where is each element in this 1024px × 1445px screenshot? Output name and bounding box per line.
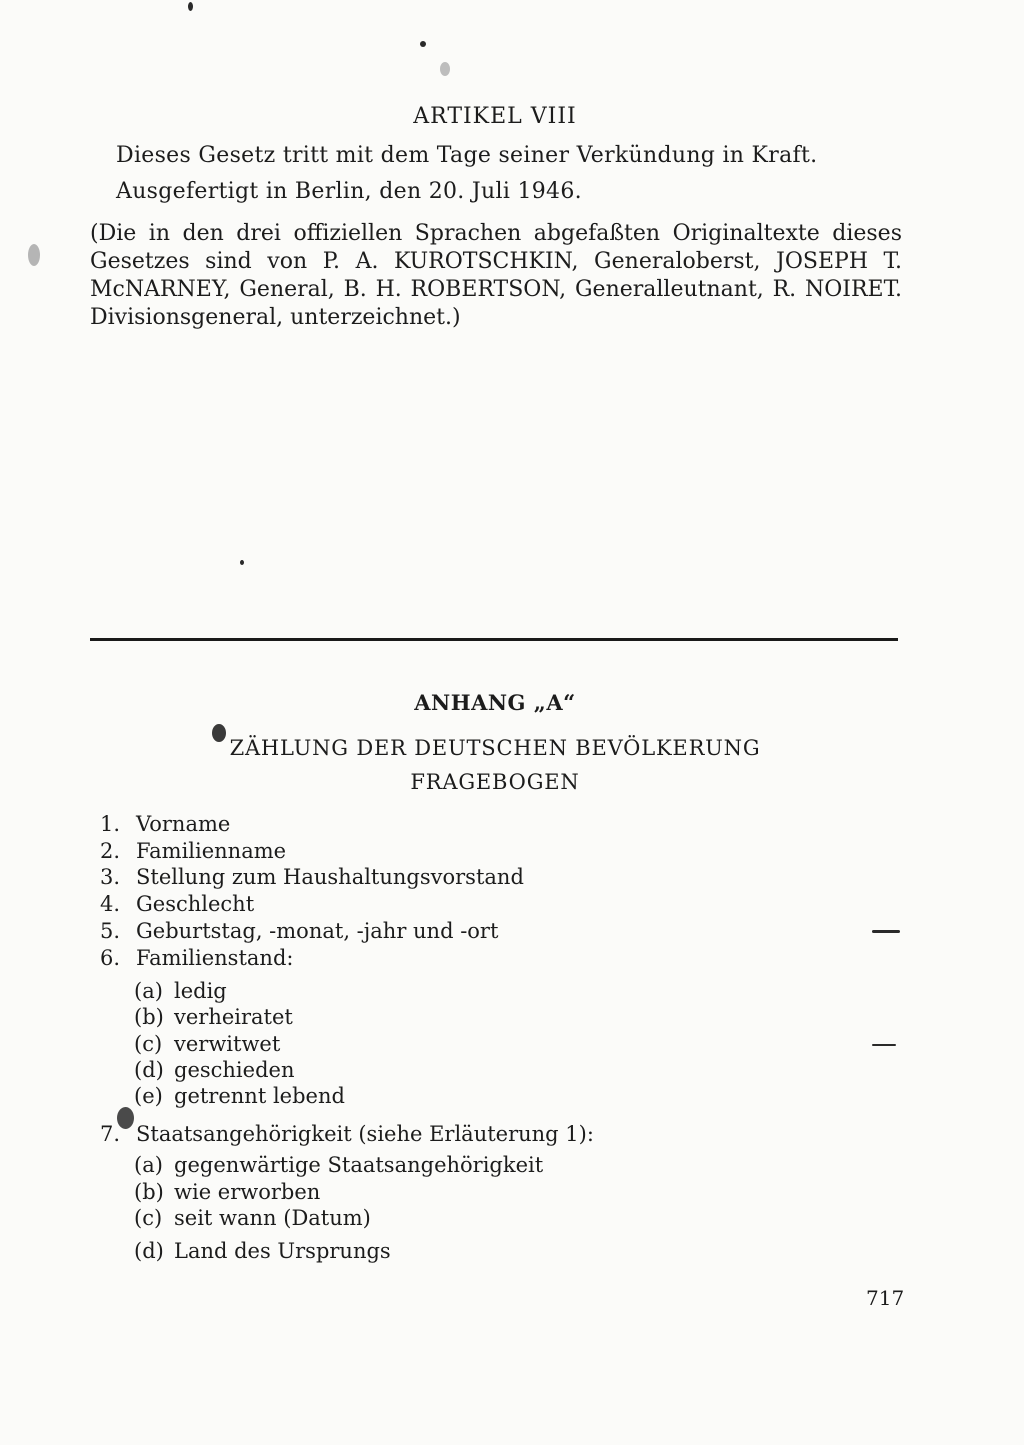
scan-speck [28,244,40,266]
question-text: Geburtstag, -monat, -jahr und -ort [136,919,499,943]
option-letter: (c) [134,1206,163,1230]
scan-speck [440,62,450,76]
citizenship-option [134,1152,543,1178]
citizenship-option [134,1238,391,1264]
option-text: verheiratet [174,1005,293,1029]
signatories-line: Divisionsgeneral, unterzeichnet.) [90,305,461,330]
question-text: Stellung zum Haushaltungsvorstand [136,865,524,889]
scan-speck [420,41,426,47]
option-letter: (b) [134,1005,164,1029]
question-text: Familienstand: [136,946,294,970]
option-letter: (d) [134,1239,164,1263]
question-item [100,918,498,944]
question-item [100,864,524,890]
signatories-line: McNARNEY, General, B. H. ROBERTSON, Generalleutnant, R. NOIRET. [90,277,902,302]
option-text: getrennt lebend [174,1084,345,1108]
form-title: FRAGEBOGEN [410,770,580,794]
option-text: ledig [174,979,227,1003]
question-item [100,838,286,864]
marital-status-option [134,978,227,1004]
question-text: Staatsangehörigkeit (siehe Erläuterung 1): [136,1122,594,1146]
question-item [100,945,293,971]
article-heading: ARTIKEL VIII [413,104,577,129]
question-number: 2. [100,839,121,863]
scan-speck [188,2,193,11]
option-text: seit wann (Datum) [174,1206,371,1230]
question-text: Vorname [136,812,231,836]
execution-date-sentence: Ausgefertigt in Berlin, den 20. Juli 1946. [116,179,582,204]
question-item [100,891,254,917]
section-divider [90,638,898,641]
census-title: ZÄHLUNG DER DEUTSCHEN BEVÖLKERUNG [229,736,761,760]
question-number: 4. [100,892,121,916]
question-text: Familienname [136,839,287,863]
question-item [100,811,230,837]
scan-speck [872,930,900,933]
marital-status-option [134,1004,293,1030]
annex-heading: ANHANG „A“ [414,690,576,715]
option-letter: (a) [134,1153,163,1177]
question-item [100,1121,594,1147]
question-number: 1. [100,812,121,836]
signatories-line: (Die in den drei offiziellen Sprachen abgefaßten Originaltexte dieses [90,221,902,246]
question-text: Geschlecht [136,892,255,916]
question-number: 5. [100,919,121,943]
marital-status-option [134,1057,294,1083]
option-text: gegenwärtige Staatsangehörigkeit [174,1153,544,1177]
scan-speck [872,1044,896,1046]
entry-into-force-sentence: Dieses Gesetz tritt mit dem Tage seiner Verkündung in Kraft. [116,143,818,168]
citizenship-option [134,1179,320,1205]
option-text: Land des Ursprungs [174,1239,391,1263]
question-number: 3. [100,865,121,889]
marital-status-option [134,1031,280,1057]
question-number: 6. [100,946,121,970]
option-letter: (e) [134,1084,163,1108]
citizenship-option [134,1205,371,1231]
option-letter: (a) [134,979,163,1003]
signatories-line: Gesetzes sind von P. A. KUROTSCHKIN, Generaloberst, JOSEPH T. [90,249,902,274]
option-text: geschieden [174,1058,295,1082]
option-text: verwitwet [174,1032,281,1056]
signatories-paragraph [90,220,902,332]
question-number: 7. [100,1122,121,1146]
page-number: 717 [866,1286,905,1310]
marital-status-option [134,1083,345,1109]
option-text: wie erworben [174,1180,321,1204]
option-letter: (b) [134,1180,164,1204]
scan-speck [240,560,244,565]
option-letter: (d) [134,1058,164,1082]
option-letter: (c) [134,1032,163,1056]
